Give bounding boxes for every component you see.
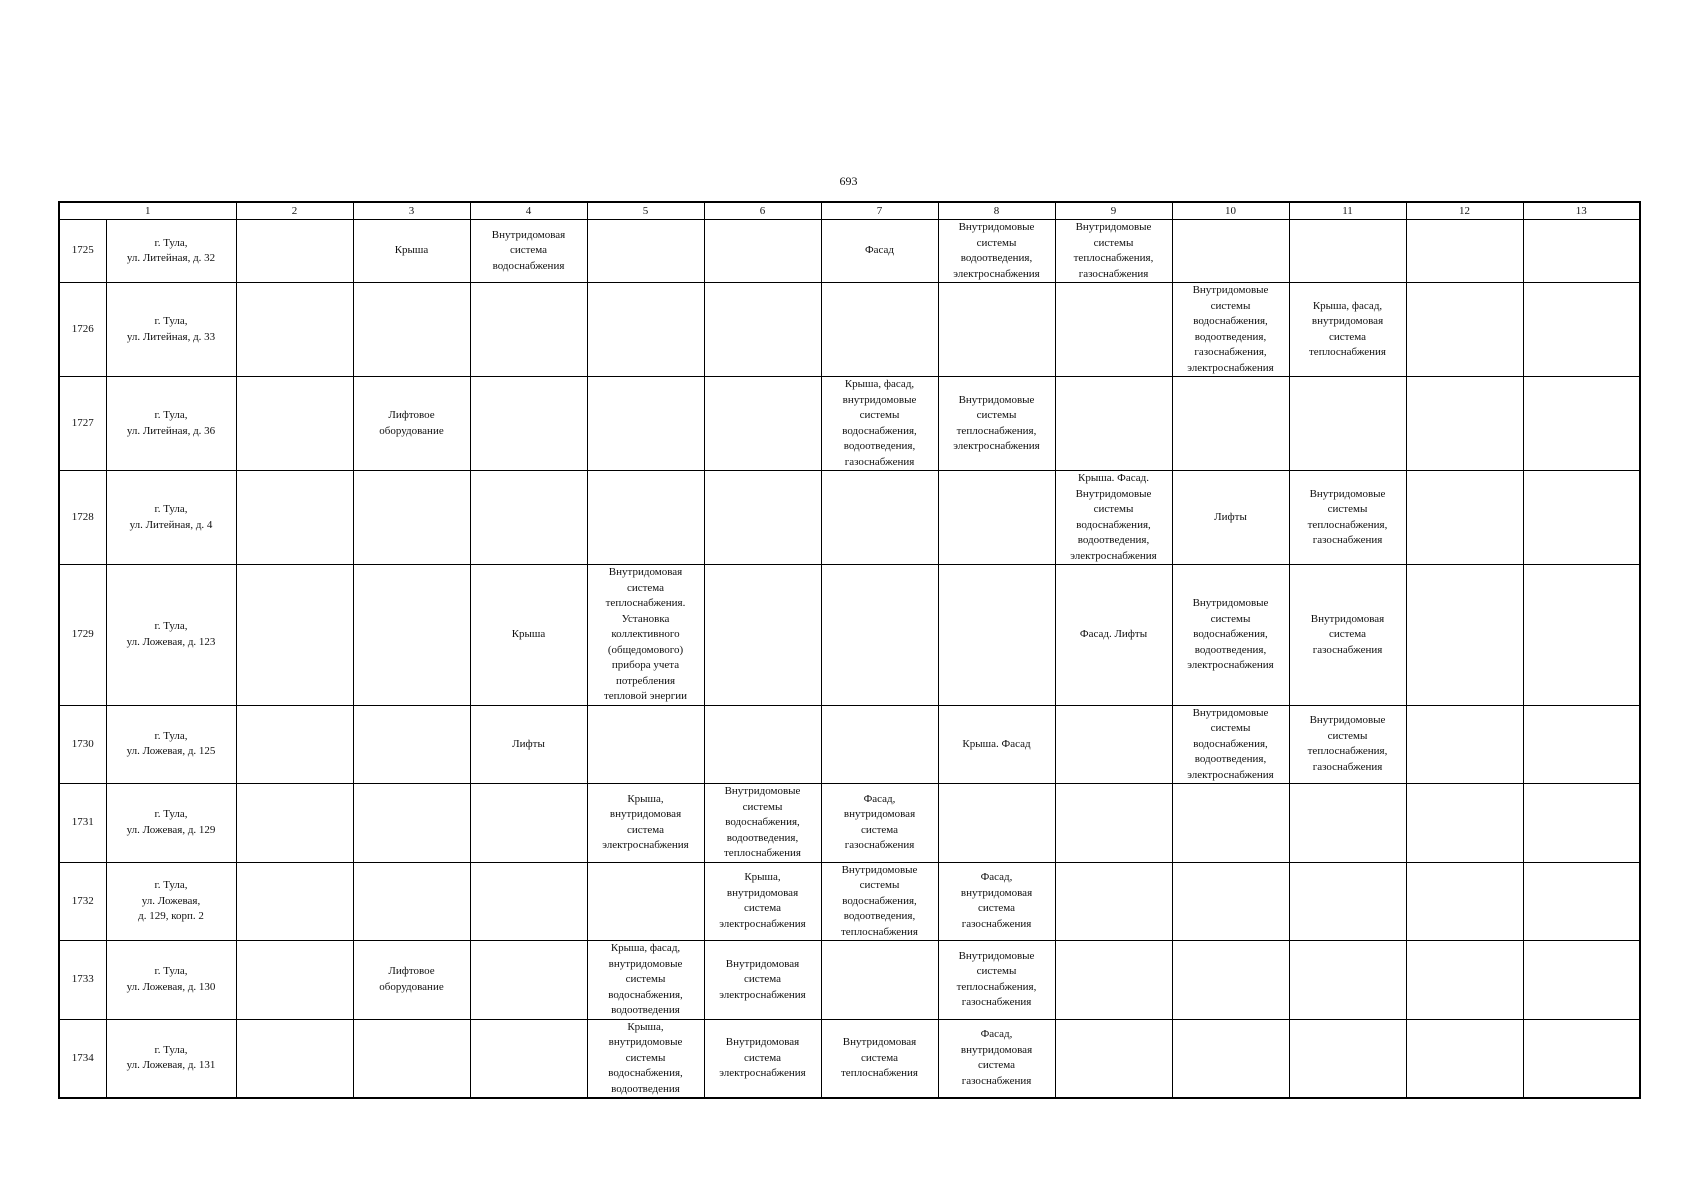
- work-cell-col-7: Фасад, внутридомовая система газоснабжения: [821, 784, 938, 863]
- address-cell: г. Тула, ул. Литейная, д. 4: [106, 471, 236, 565]
- works-schedule-table: [58, 201, 1641, 1099]
- table-row: [59, 784, 1640, 863]
- work-cell-col-11: Внутридомовые системы теплоснабжения, газоснабжения: [1289, 471, 1406, 565]
- header-col-8: 8: [938, 202, 1055, 220]
- row-number: 1727: [59, 377, 106, 471]
- work-cell-col-7: [821, 471, 938, 565]
- work-cell-col-12: [1406, 471, 1523, 565]
- work-cell-col-8: Внутридомовые системы водоотведения, электроснабжения: [938, 220, 1055, 283]
- work-cell-col-9: Внутридомовые системы теплоснабжения, газоснабжения: [1055, 220, 1172, 283]
- header-col-12: 12: [1406, 202, 1523, 220]
- work-cell-col-3: Крыша: [353, 220, 470, 283]
- address-cell: г. Тула, ул. Ложевая, д. 129, корп. 2: [106, 862, 236, 941]
- work-cell-col-8: [938, 784, 1055, 863]
- work-cell-col-10: [1172, 1019, 1289, 1098]
- work-cell-col-13: [1523, 565, 1640, 706]
- work-cell-col-7: [821, 941, 938, 1020]
- work-cell-col-4: Внутридомовая система водоснабжения: [470, 220, 587, 283]
- work-cell-col-13: [1523, 941, 1640, 1020]
- work-cell-col-13: [1523, 471, 1640, 565]
- row-number: 1731: [59, 784, 106, 863]
- table-row: [59, 1019, 1640, 1098]
- work-cell-col-5: Крыша, внутридомовая система электроснабжения: [587, 784, 704, 863]
- work-cell-col-4: Крыша: [470, 565, 587, 706]
- work-cell-col-5: [587, 220, 704, 283]
- table-row: [59, 941, 1640, 1020]
- header-col-9: 9: [1055, 202, 1172, 220]
- work-cell-col-4: [470, 377, 587, 471]
- work-cell-col-5: Внутридомовая система теплоснабжения. Установка коллективного (общедомового) прибора учета потребления тепловой энергии: [587, 565, 704, 706]
- work-cell-col-6: Внутридомовые системы водоснабжения, водоотведения, теплоснабжения: [704, 784, 821, 863]
- work-cell-col-2: [236, 862, 353, 941]
- work-cell-col-9: Фасад. Лифты: [1055, 565, 1172, 706]
- work-cell-col-9: [1055, 784, 1172, 863]
- header-row: [59, 202, 1640, 220]
- work-cell-col-11: [1289, 941, 1406, 1020]
- header-col-1: 1: [59, 202, 236, 220]
- work-cell-col-13: [1523, 1019, 1640, 1098]
- work-cell-col-2: [236, 1019, 353, 1098]
- work-cell-col-6: Крыша, внутридомовая система электроснабжения: [704, 862, 821, 941]
- table-row: [59, 283, 1640, 377]
- work-cell-col-10: Внутридомовые системы водоснабжения, водоотведения, газоснабжения, электроснабжения: [1172, 283, 1289, 377]
- header-col-5: 5: [587, 202, 704, 220]
- work-cell-col-8: [938, 283, 1055, 377]
- row-number: 1728: [59, 471, 106, 565]
- work-cell-col-11: Крыша, фасад, внутридомовая система теплоснабжения: [1289, 283, 1406, 377]
- work-cell-col-2: [236, 377, 353, 471]
- work-cell-col-6: [704, 283, 821, 377]
- table-row: [59, 220, 1640, 283]
- work-cell-col-3: Лифтовое оборудование: [353, 377, 470, 471]
- work-cell-col-5: Крыша, фасад, внутридомовые системы водоснабжения, водоотведения: [587, 941, 704, 1020]
- work-cell-col-6: [704, 471, 821, 565]
- work-cell-col-5: Крыша, внутридомовые системы водоснабжения, водоотведения: [587, 1019, 704, 1098]
- row-number: 1732: [59, 862, 106, 941]
- work-cell-col-9: [1055, 705, 1172, 784]
- table-row: [59, 377, 1640, 471]
- work-cell-col-3: Лифтовое оборудование: [353, 941, 470, 1020]
- work-cell-col-2: [236, 705, 353, 784]
- work-cell-col-8: [938, 565, 1055, 706]
- work-cell-col-12: [1406, 220, 1523, 283]
- work-cell-col-9: [1055, 1019, 1172, 1098]
- work-cell-col-13: [1523, 862, 1640, 941]
- work-cell-col-10: Внутридомовые системы водоснабжения, водоотведения, электроснабжения: [1172, 565, 1289, 706]
- work-cell-col-3: [353, 565, 470, 706]
- work-cell-col-2: [236, 220, 353, 283]
- work-cell-col-10: [1172, 220, 1289, 283]
- work-cell-col-12: [1406, 565, 1523, 706]
- address-cell: г. Тула, ул. Литейная, д. 33: [106, 283, 236, 377]
- work-cell-col-12: [1406, 941, 1523, 1020]
- work-cell-col-2: [236, 283, 353, 377]
- work-cell-col-11: [1289, 220, 1406, 283]
- work-cell-col-11: [1289, 377, 1406, 471]
- work-cell-col-9: [1055, 377, 1172, 471]
- row-number: 1730: [59, 705, 106, 784]
- work-cell-col-12: [1406, 705, 1523, 784]
- work-cell-col-6: [704, 565, 821, 706]
- work-cell-col-4: [470, 784, 587, 863]
- work-cell-col-7: [821, 705, 938, 784]
- work-cell-col-13: [1523, 784, 1640, 863]
- row-number: 1725: [59, 220, 106, 283]
- work-cell-col-8: Внутридомовые системы теплоснабжения, газоснабжения: [938, 941, 1055, 1020]
- work-cell-col-8: Внутридомовые системы теплоснабжения, электроснабжения: [938, 377, 1055, 471]
- work-cell-col-7: [821, 283, 938, 377]
- work-cell-col-11: Внутридомовая система газоснабжения: [1289, 565, 1406, 706]
- work-cell-col-2: [236, 941, 353, 1020]
- work-cell-col-7: Крыша, фасад, внутридомовые системы водоснабжения, водоотведения, газоснабжения: [821, 377, 938, 471]
- work-cell-col-13: [1523, 220, 1640, 283]
- work-cell-col-3: [353, 1019, 470, 1098]
- header-col-11: 11: [1289, 202, 1406, 220]
- work-cell-col-9: [1055, 862, 1172, 941]
- work-cell-col-13: [1523, 377, 1640, 471]
- work-cell-col-3: [353, 862, 470, 941]
- row-number: 1729: [59, 565, 106, 706]
- work-cell-col-5: [587, 283, 704, 377]
- work-cell-col-6: [704, 220, 821, 283]
- table-body: [59, 220, 1640, 1099]
- work-cell-col-11: [1289, 784, 1406, 863]
- row-number: 1734: [59, 1019, 106, 1098]
- table-row: [59, 471, 1640, 565]
- work-cell-col-8: Фасад, внутридомовая система газоснабжения: [938, 862, 1055, 941]
- work-cell-col-4: [470, 862, 587, 941]
- work-cell-col-13: [1523, 283, 1640, 377]
- work-cell-col-6: Внутридомовая система электроснабжения: [704, 1019, 821, 1098]
- work-cell-col-6: [704, 377, 821, 471]
- header-col-7: 7: [821, 202, 938, 220]
- work-cell-col-5: [587, 377, 704, 471]
- row-number: 1726: [59, 283, 106, 377]
- work-cell-col-7: Внутридомовая система теплоснабжения: [821, 1019, 938, 1098]
- work-cell-col-12: [1406, 377, 1523, 471]
- address-cell: г. Тула, ул. Ложевая, д. 129: [106, 784, 236, 863]
- work-cell-col-10: [1172, 941, 1289, 1020]
- address-cell: г. Тула, ул. Ложевая, д. 131: [106, 1019, 236, 1098]
- work-cell-col-4: Лифты: [470, 705, 587, 784]
- work-cell-col-2: [236, 784, 353, 863]
- work-cell-col-10: [1172, 377, 1289, 471]
- work-cell-col-12: [1406, 283, 1523, 377]
- work-cell-col-10: Внутридомовые системы водоснабжения, водоотведения, электроснабжения: [1172, 705, 1289, 784]
- header-col-4: 4: [470, 202, 587, 220]
- work-cell-col-5: [587, 471, 704, 565]
- work-cell-col-3: [353, 283, 470, 377]
- work-cell-col-7: [821, 565, 938, 706]
- table-header: [59, 202, 1640, 220]
- work-cell-col-7: Фасад: [821, 220, 938, 283]
- address-cell: г. Тула, ул. Ложевая, д. 125: [106, 705, 236, 784]
- header-col-10: 10: [1172, 202, 1289, 220]
- header-col-2: 2: [236, 202, 353, 220]
- work-cell-col-10: [1172, 784, 1289, 863]
- header-col-6: 6: [704, 202, 821, 220]
- address-cell: г. Тула, ул. Литейная, д. 36: [106, 377, 236, 471]
- work-cell-col-5: [587, 705, 704, 784]
- work-cell-col-12: [1406, 784, 1523, 863]
- address-cell: г. Тула, ул. Ложевая, д. 130: [106, 941, 236, 1020]
- work-cell-col-2: [236, 471, 353, 565]
- work-cell-col-11: [1289, 862, 1406, 941]
- row-number: 1733: [59, 941, 106, 1020]
- work-cell-col-4: [470, 283, 587, 377]
- work-cell-col-10: [1172, 862, 1289, 941]
- work-cell-col-12: [1406, 1019, 1523, 1098]
- work-cell-col-3: [353, 471, 470, 565]
- work-cell-col-10: Лифты: [1172, 471, 1289, 565]
- work-cell-col-11: Внутридомовые системы теплоснабжения, газоснабжения: [1289, 705, 1406, 784]
- work-cell-col-5: [587, 862, 704, 941]
- work-cell-col-3: [353, 784, 470, 863]
- work-cell-col-9: Крыша. Фасад. Внутридомовые системы водоснабжения, водоотведения, электроснабжения: [1055, 471, 1172, 565]
- work-cell-col-8: Крыша. Фасад: [938, 705, 1055, 784]
- address-cell: г. Тула, ул. Литейная, д. 32: [106, 220, 236, 283]
- work-cell-col-13: [1523, 705, 1640, 784]
- work-cell-col-4: [470, 941, 587, 1020]
- work-cell-col-8: [938, 471, 1055, 565]
- table-row: [59, 862, 1640, 941]
- work-cell-col-2: [236, 565, 353, 706]
- work-cell-col-9: [1055, 941, 1172, 1020]
- work-cell-col-3: [353, 705, 470, 784]
- work-cell-col-6: Внутридомовая система электроснабжения: [704, 941, 821, 1020]
- work-cell-col-12: [1406, 862, 1523, 941]
- work-cell-col-4: [470, 1019, 587, 1098]
- address-cell: г. Тула, ул. Ложевая, д. 123: [106, 565, 236, 706]
- work-cell-col-11: [1289, 1019, 1406, 1098]
- work-cell-col-9: [1055, 283, 1172, 377]
- header-col-3: 3: [353, 202, 470, 220]
- page-number: 693: [839, 174, 858, 188]
- work-cell-col-7: Внутридомовые системы водоснабжения, водоотведения, теплоснабжения: [821, 862, 938, 941]
- work-cell-col-6: [704, 705, 821, 784]
- work-cell-col-8: Фасад, внутридомовая система газоснабжения: [938, 1019, 1055, 1098]
- header-col-13: 13: [1523, 202, 1640, 220]
- work-cell-col-4: [470, 471, 587, 565]
- table-row: [59, 705, 1640, 784]
- table-row: [59, 565, 1640, 706]
